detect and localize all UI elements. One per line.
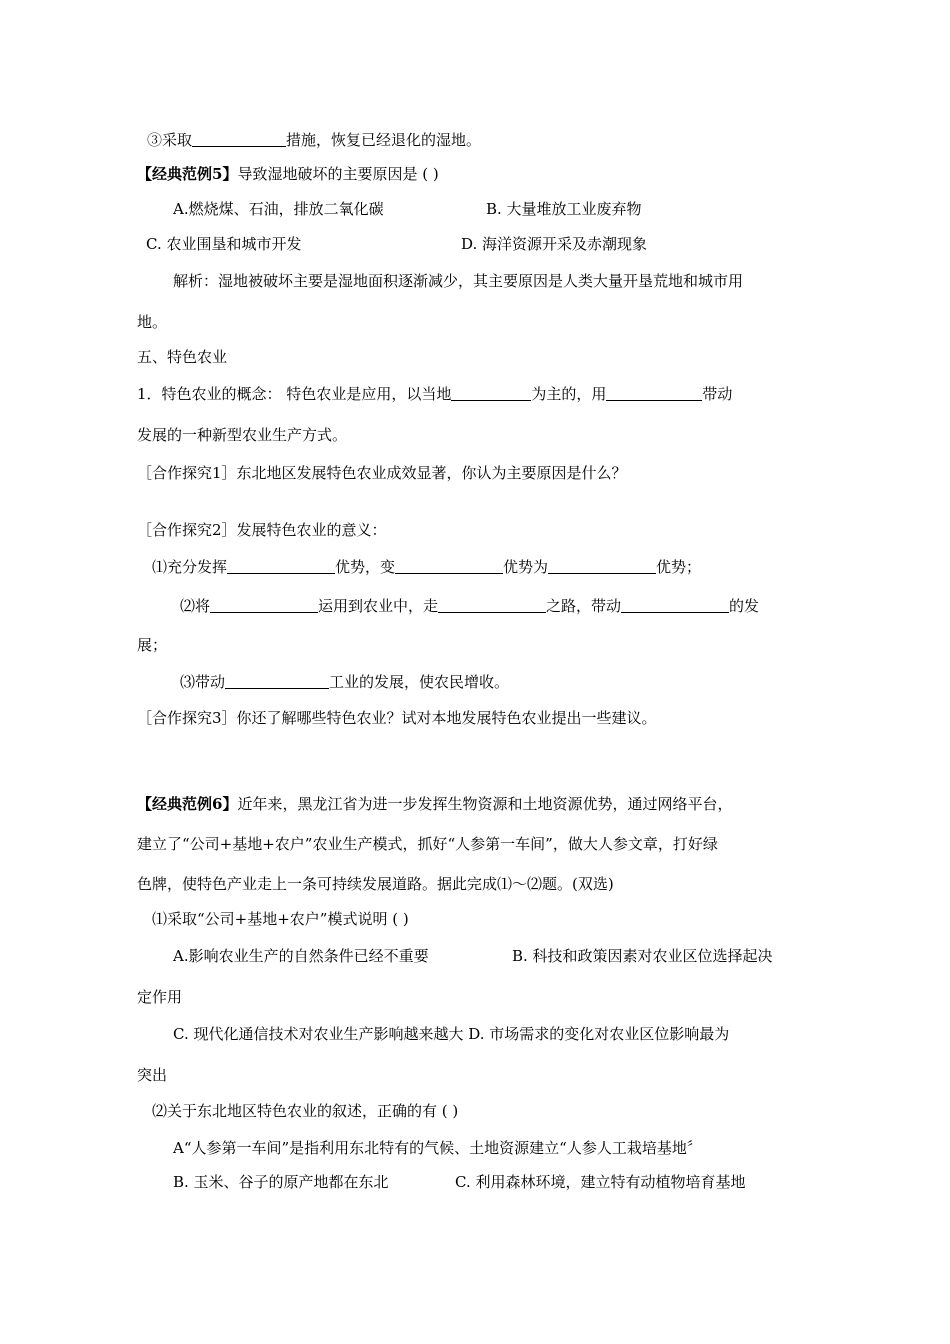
example5-analysis-line2: 地。	[137, 313, 168, 331]
example6-q2-option-a: A“人参第一车间”是指利用东北特有的气候、土地资源建立“人参人工栽培基地〞	[173, 1139, 702, 1157]
fill-blank[interactable]	[227, 558, 335, 574]
meaning-2	[180, 596, 759, 616]
example6-line2: 建立了“公司+基地+农户”农业生产模式，抓好“人参第一车间”，做大人参文章，打好绿	[137, 835, 718, 853]
example6-q1-option-cd: C. 现代化通信技术对农业生产影响越来越大 D. 市场需求的变化对农业区位影响最为	[173, 1025, 730, 1043]
example6-q1-option-a: A.影响农业生产的自然条件已经不重要	[173, 947, 429, 965]
example5-analysis-line1: 解析：湿地被破坏主要是湿地面积逐渐减少，其主要原因是人类大量开垦荒地和城市用	[173, 272, 744, 290]
fill-blank[interactable]	[548, 558, 656, 574]
example6-q2-option-c: C. 利用森林环境，建立特有动植物培育基地	[455, 1173, 746, 1191]
fill-blank[interactable]	[621, 597, 729, 613]
example5-option-b: B. 大量堆放工业废弃物	[486, 200, 642, 218]
concept-line1	[137, 384, 732, 404]
meaning-1	[152, 557, 701, 577]
coop-inquiry-3: ［合作探究3］你还了解哪些特色农业？试对本地发展特色农业提出一些建议。	[137, 709, 657, 727]
fill-blank[interactable]	[225, 673, 329, 689]
example6-q2-option-b: B. 玉米、谷子的原产地都在东北	[173, 1173, 389, 1191]
meaning-text: 优势，变	[335, 558, 396, 576]
coop-inquiry-1: ［合作探究1］东北地区发展特色农业成效显著，你认为主要原因是什么？	[137, 464, 627, 482]
meaning-text: 优势；	[656, 558, 702, 576]
example6-line1	[137, 794, 732, 814]
example6-q1-option-d-cont: 突出	[137, 1066, 168, 1084]
restore-pre: ③采取	[147, 131, 193, 149]
concept-line2: 发展的一种新型农业生产方式。	[137, 426, 348, 444]
meaning-text: ⑶带动	[180, 673, 226, 691]
meaning-text: 之路，带动	[546, 597, 622, 615]
meaning-3	[180, 672, 509, 692]
meaning-text: 运用到农业中，走	[318, 597, 439, 615]
example6-q1-option-b-cont: 定作用	[137, 988, 183, 1006]
fill-blank[interactable]	[438, 597, 546, 613]
fill-blank[interactable]	[395, 558, 503, 574]
section-title: 五、特色农业	[137, 348, 228, 366]
fill-blank[interactable]	[451, 385, 531, 401]
concept-text-a: 1．特色农业的概念： 特色农业是应用，以当地	[137, 385, 452, 403]
example6-line3: 色牌，使特色产业走上一条可持续发展道路。据此完成⑴～⑵题。(双选)	[137, 875, 614, 893]
concept-text-b: 为主的，用	[531, 385, 607, 403]
example5-tag: 【经典范例5】	[137, 165, 238, 183]
meaning-text: 优势为	[503, 558, 549, 576]
example6-q1: ⑴采取“公司+基地+农户”模式说明 ( )	[152, 910, 409, 928]
example5-option-d: D. 海洋资源开采及赤潮现象	[461, 235, 648, 253]
coop-inquiry-2: ［合作探究2］发展特色农业的意义：	[137, 521, 387, 539]
fill-blank[interactable]	[606, 385, 702, 401]
restore-question	[147, 130, 481, 150]
meaning-text: 的发	[729, 597, 760, 615]
example5-question	[137, 164, 439, 184]
meaning-text: ⑵将	[180, 597, 211, 615]
fill-blank[interactable]	[192, 131, 286, 147]
example6-text: 近年来，黑龙江省为进一步发挥生物资源和土地资源优势，通过网络平台，	[237, 795, 733, 813]
meaning-text: ⑴充分发挥	[152, 558, 228, 576]
example5-option-a: A.燃烧煤、石油，排放二氧化碳	[173, 200, 384, 218]
example5-text: 导致湿地破坏的主要原因是 ( )	[237, 165, 439, 183]
meaning-2-cont: 展；	[137, 636, 168, 654]
concept-text-c: 带动	[702, 385, 733, 403]
restore-post: 措施，恢复已经退化的湿地。	[286, 131, 482, 149]
example6-tag: 【经典范例6】	[137, 795, 238, 813]
fill-blank[interactable]	[210, 597, 318, 613]
meaning-text: 工业的发展，使农民增收。	[329, 673, 510, 691]
example5-option-c: C. 农业围垦和城市开发	[146, 235, 302, 253]
example6-q2: ⑵关于东北地区特色农业的叙述，正确的有 ( )	[152, 1102, 459, 1120]
example6-q1-option-b: B. 科技和政策因素对农业区位选择起决	[512, 947, 773, 965]
